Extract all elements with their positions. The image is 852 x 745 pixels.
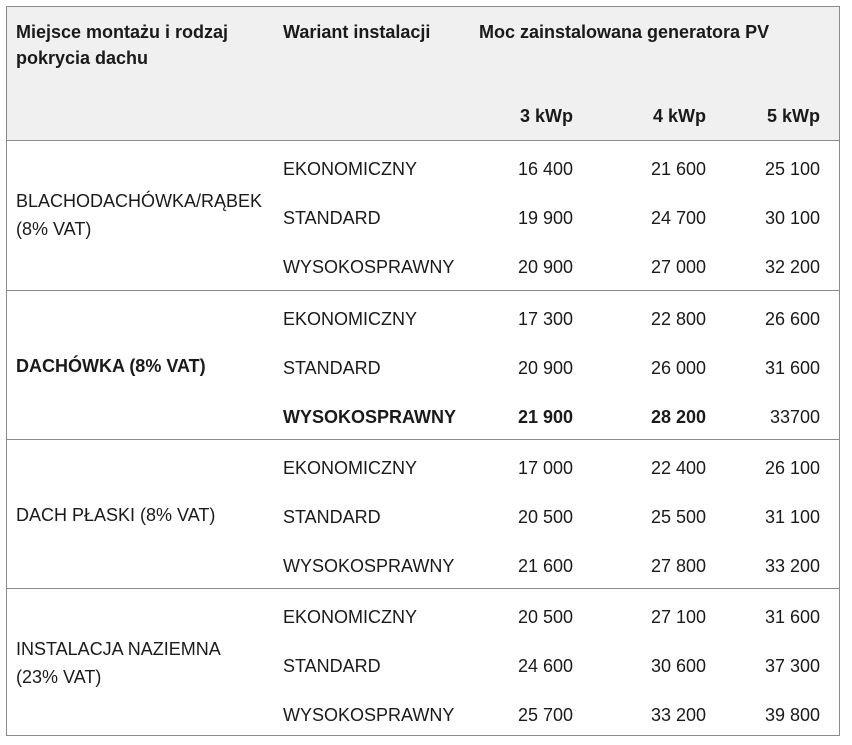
value-4kwp: 33 200: [650, 705, 706, 725]
value-5kwp: 31 600: [764, 607, 820, 627]
header-power: Moc zainstalowana generatora PV: [479, 22, 770, 42]
variant-cell: STANDARD: [283, 507, 381, 527]
value-4kwp: 27 800: [650, 556, 706, 576]
value-3kwp: 20 900: [517, 358, 573, 378]
table-row: [7, 393, 839, 442]
value-3kwp: 24 600: [517, 656, 573, 676]
value-3kwp: 20 500: [517, 507, 573, 527]
variant-cell: WYSOKOSPRAWNY: [283, 407, 457, 427]
value-4kwp: 22 800: [650, 309, 706, 329]
value-3kwp: 25 700: [517, 705, 573, 725]
value-5kwp: 39 800: [764, 705, 820, 725]
header-5kwp: 5 kWp: [766, 106, 820, 126]
table-row: [7, 243, 839, 292]
group-blachodachowka: [7, 141, 839, 290]
variant-cell: STANDARD: [283, 656, 381, 676]
variant-cell: EKONOMICZNY: [283, 458, 418, 478]
table-row: [7, 194, 839, 243]
value-4kwp: 24 700: [650, 208, 706, 228]
value-3kwp: 17 000: [517, 458, 573, 478]
header-4kwp: 4 kWp: [652, 106, 706, 126]
group-label: INSTALACJA NAZIEMNA (23% VAT): [16, 639, 220, 687]
value-3kwp: 19 900: [517, 208, 573, 228]
price-table: [6, 6, 840, 736]
variant-cell: WYSOKOSPRAWNY: [283, 705, 455, 725]
table-row: [7, 642, 839, 691]
value-4kwp: 28 200: [650, 407, 706, 427]
header-location: Miejsce montażu i rodzaj pokrycia dachu: [16, 22, 229, 68]
value-4kwp: 25 500: [650, 507, 706, 527]
header-variant: Wariant instalacji: [283, 22, 431, 42]
header-3kwp: 3 kWp: [519, 106, 573, 126]
group-instalacja-naziemna: [7, 588, 839, 735]
table-row: [7, 493, 839, 542]
group-dach-plaski: [7, 439, 839, 588]
table-row: [7, 145, 839, 194]
value-4kwp: 21 600: [650, 159, 706, 179]
group-label: BLACHODACHÓWKA/RĄBEK (8% VAT): [16, 191, 263, 239]
value-4kwp: 27 100: [650, 607, 706, 627]
value-5kwp: 25 100: [764, 159, 820, 179]
value-3kwp: 17 300: [517, 309, 573, 329]
value-5kwp: 33 200: [764, 556, 820, 576]
table-row: [7, 542, 839, 591]
table-row: [7, 593, 839, 642]
value-4kwp: 26 000: [650, 358, 706, 378]
value-4kwp: 22 400: [650, 458, 706, 478]
value-5kwp: 31 600: [764, 358, 820, 378]
value-5kwp: 31 100: [764, 507, 820, 527]
value-3kwp: 21 600: [517, 556, 573, 576]
variant-cell: WYSOKOSPRAWNY: [283, 556, 455, 576]
value-5kwp: 30 100: [764, 208, 820, 228]
value-5kwp: 26 100: [764, 458, 820, 478]
variant-cell: WYSOKOSPRAWNY: [283, 257, 455, 277]
value-3kwp: 16 400: [517, 159, 573, 179]
table-header: [7, 7, 839, 141]
table-row: [7, 691, 839, 740]
value-5kwp: 26 600: [764, 309, 820, 329]
variant-cell: EKONOMICZNY: [283, 607, 418, 627]
value-3kwp: 21 900: [517, 407, 573, 427]
value-3kwp: 20 900: [517, 257, 573, 277]
variant-cell: EKONOMICZNY: [283, 309, 418, 329]
table-row: [7, 444, 839, 493]
group-label: DACH PŁASKI (8% VAT): [16, 505, 216, 525]
table-row: [7, 295, 839, 344]
value-3kwp: 20 500: [517, 607, 573, 627]
value-4kwp: 30 600: [650, 656, 706, 676]
variant-cell: EKONOMICZNY: [283, 159, 418, 179]
value-5kwp: 37 300: [764, 656, 820, 676]
value-4kwp: 27 000: [650, 257, 706, 277]
value-5kwp: 33700: [769, 407, 820, 427]
value-5kwp: 32 200: [764, 257, 820, 277]
variant-cell: STANDARD: [283, 358, 381, 378]
variant-cell: STANDARD: [283, 208, 381, 228]
group-label: DACHÓWKA (8% VAT): [16, 356, 206, 376]
table-row: [7, 344, 839, 393]
group-dachowka: [7, 290, 839, 439]
